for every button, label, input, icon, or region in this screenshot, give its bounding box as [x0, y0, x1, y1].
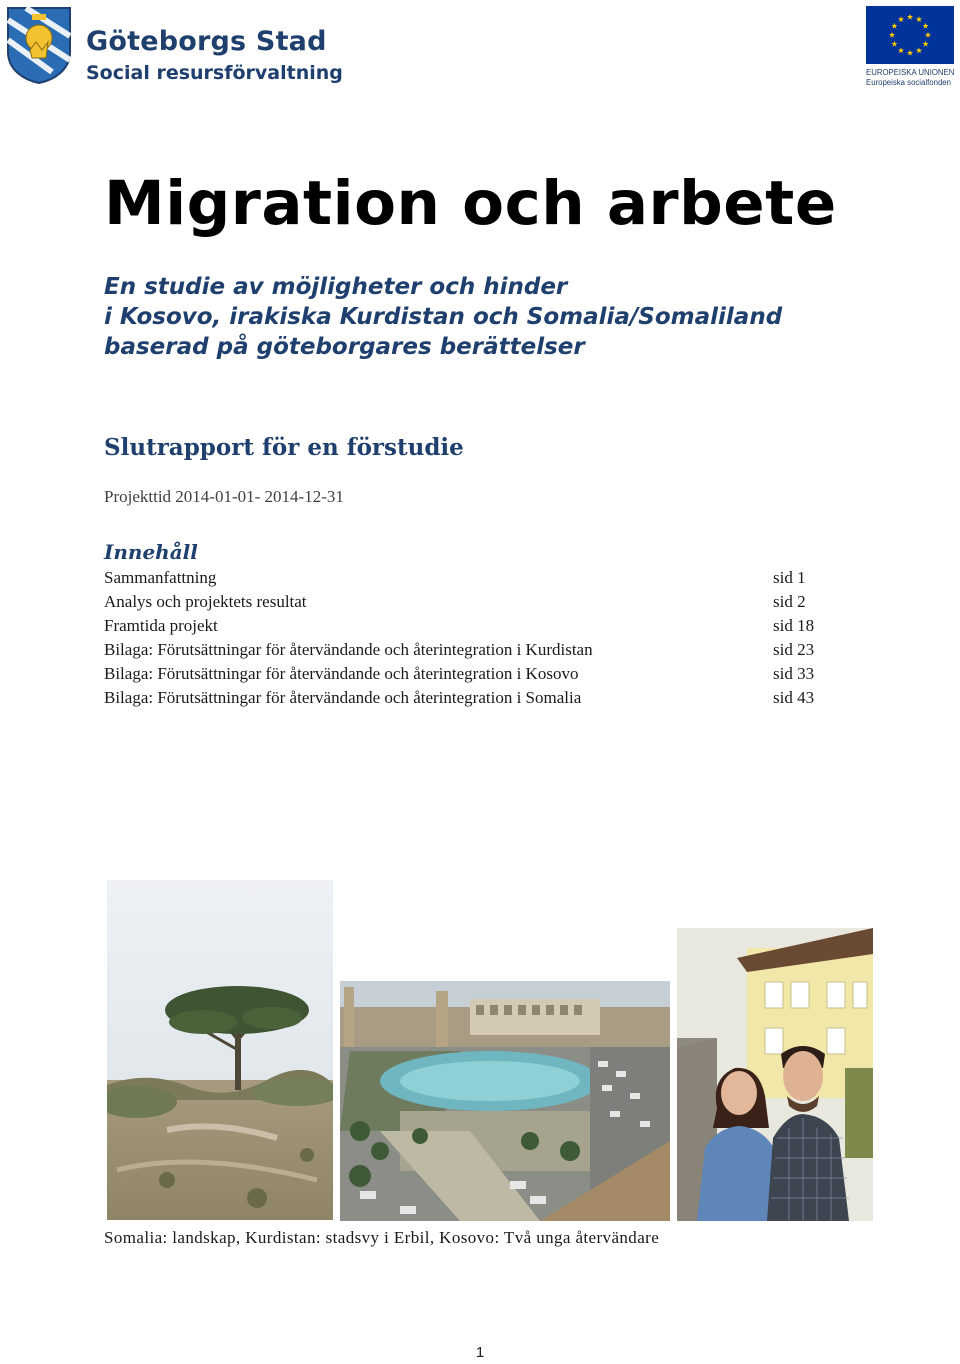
subtitle-line: i Kosovo, irakiska Kurdistan och Somalia/Somaliland: [104, 304, 783, 330]
subtitle-line: En studie av möjligheter och hinder: [104, 274, 568, 300]
photo-somalia-landscape: [107, 880, 333, 1220]
toc-entry-page: sid 1: [773, 568, 806, 587]
org-unit: Social resursförvaltning: [86, 62, 343, 84]
subtitle-line: baserad på göteborgares berättelser: [104, 334, 585, 360]
toc-entry-title: Bilaga: Förutsättningar för återvändande och återintegration i Kurdistan: [104, 640, 593, 659]
toc-entry[interactable]: [104, 592, 844, 616]
eu-fund-name: Europeiska socialfonden: [866, 78, 951, 87]
toc-entry-page: sid 18: [773, 616, 815, 635]
toc-entry-title: Framtida projekt: [104, 616, 218, 635]
photo-kurdistan-erbil: [340, 981, 670, 1221]
eu-logo: [866, 6, 956, 86]
toc-entry[interactable]: [104, 568, 844, 592]
toc-entry-page: sid 33: [773, 664, 815, 683]
document-title: Migration och arbete: [104, 168, 837, 239]
eu-name: EUROPEISKA UNIONEN: [866, 68, 955, 77]
toc-entry-title: Analys och projektets resultat: [104, 592, 307, 611]
eu-flag-icon: [866, 6, 954, 64]
toc-entry-title: Bilaga: Förutsättningar för återvändande och återintegration i Kosovo: [104, 664, 579, 683]
toc-entry[interactable]: [104, 616, 844, 640]
toc-entry-title: Bilaga: Förutsättningar för återvändande och återintegration i Somalia: [104, 688, 582, 707]
goteborgs-stad-logo: [6, 6, 343, 88]
toc-entry-title: Sammanfattning: [104, 568, 217, 587]
page-number: 1: [475, 1344, 485, 1361]
toc-entry-page: sid 43: [773, 688, 815, 707]
table-of-contents: [104, 568, 844, 712]
coat-of-arms-icon: [6, 6, 72, 84]
project-time: Projekttid 2014-01-01- 2014-12-31: [104, 487, 344, 506]
photo-caption: Somalia: landskap, Kurdistan: stadsvy i Erbil, Kosovo: Två unga återvändare: [104, 1228, 660, 1247]
toc-entry[interactable]: [104, 664, 844, 688]
toc-entry-page: sid 23: [773, 640, 815, 659]
toc-entry[interactable]: [104, 640, 844, 664]
toc-entry[interactable]: [104, 688, 844, 712]
org-name: Göteborgs Stad: [86, 26, 327, 57]
document-subtitle: [104, 272, 782, 362]
report-heading: Slutrapport för en förstudie: [104, 434, 464, 461]
toc-heading: Innehåll: [104, 540, 198, 564]
toc-entry-page: sid 2: [773, 592, 806, 611]
photo-kosovo-returnees: [677, 928, 873, 1221]
